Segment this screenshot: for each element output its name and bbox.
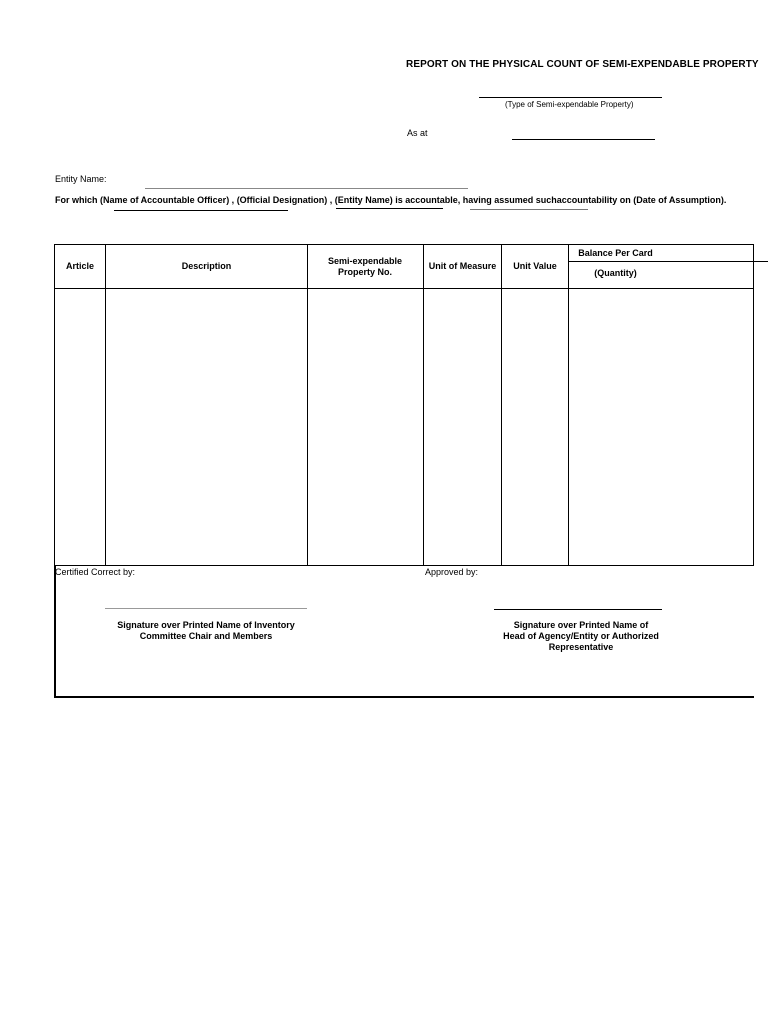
col-header-article: Article bbox=[65, 261, 94, 271]
type-property-line[interactable] bbox=[479, 97, 662, 98]
col-header-quantity: (Quantity) bbox=[594, 268, 637, 278]
signature-block-left-border bbox=[54, 566, 56, 698]
balance-header-split bbox=[568, 261, 768, 262]
certified-caption-line2: Committee Chair and Members bbox=[139, 631, 273, 641]
col-header-unit-value: Unit Value bbox=[513, 261, 557, 271]
type-property-caption: (Type of Semi-expendable Property) bbox=[505, 100, 634, 109]
certified-correct-label: Certified Correct by: bbox=[55, 567, 136, 577]
approved-caption-line2: Head of Agency/Entity or Authorized bbox=[503, 631, 659, 641]
certified-caption-line1: Signature over Printed Name of Inventory bbox=[117, 620, 295, 630]
certified-signature-line[interactable] bbox=[105, 608, 307, 609]
col-header-property-no: Semi-expendable Property No. bbox=[327, 256, 403, 277]
approved-caption-line3: Representative bbox=[548, 642, 614, 652]
col-header-unit-measure: Unit of Measure bbox=[428, 261, 497, 271]
approved-caption-line1: Signature over Printed Name of bbox=[513, 620, 649, 630]
report-title: REPORT ON THE PHYSICAL COUNT OF SEMI-EXPENDABLE PROPERTY bbox=[406, 59, 759, 70]
col-header-description: Description bbox=[181, 261, 232, 271]
col-divider-unit-measure bbox=[501, 244, 502, 566]
officer-name-line[interactable] bbox=[114, 210, 288, 211]
col-header-balance-per-card: Balance Per Card bbox=[578, 248, 653, 258]
signature-block-bottom-border bbox=[54, 696, 754, 698]
as-at-date-line[interactable] bbox=[512, 139, 655, 140]
col-divider-description bbox=[307, 244, 308, 566]
as-at-label: As at bbox=[407, 128, 428, 138]
accountability-statement: For which (Name of Accountable Officer) , (Official Designation) , (Entity Name) is accountable, having assumed suchaccountability on (Date of Assumption). bbox=[55, 195, 727, 205]
col-divider-unit-value bbox=[568, 244, 569, 566]
approved-by-label: Approved by: bbox=[425, 567, 479, 577]
entity-name-underline[interactable] bbox=[336, 208, 443, 209]
entity-name-line[interactable] bbox=[145, 188, 468, 189]
table-header-divider bbox=[54, 288, 754, 289]
assumption-date-line[interactable] bbox=[470, 209, 588, 210]
approved-signature-line[interactable] bbox=[494, 609, 662, 610]
col-divider-property-no bbox=[423, 244, 424, 566]
col-divider-article bbox=[105, 244, 106, 566]
entity-name-label: Entity Name: bbox=[55, 174, 107, 184]
inventory-table bbox=[54, 244, 754, 566]
